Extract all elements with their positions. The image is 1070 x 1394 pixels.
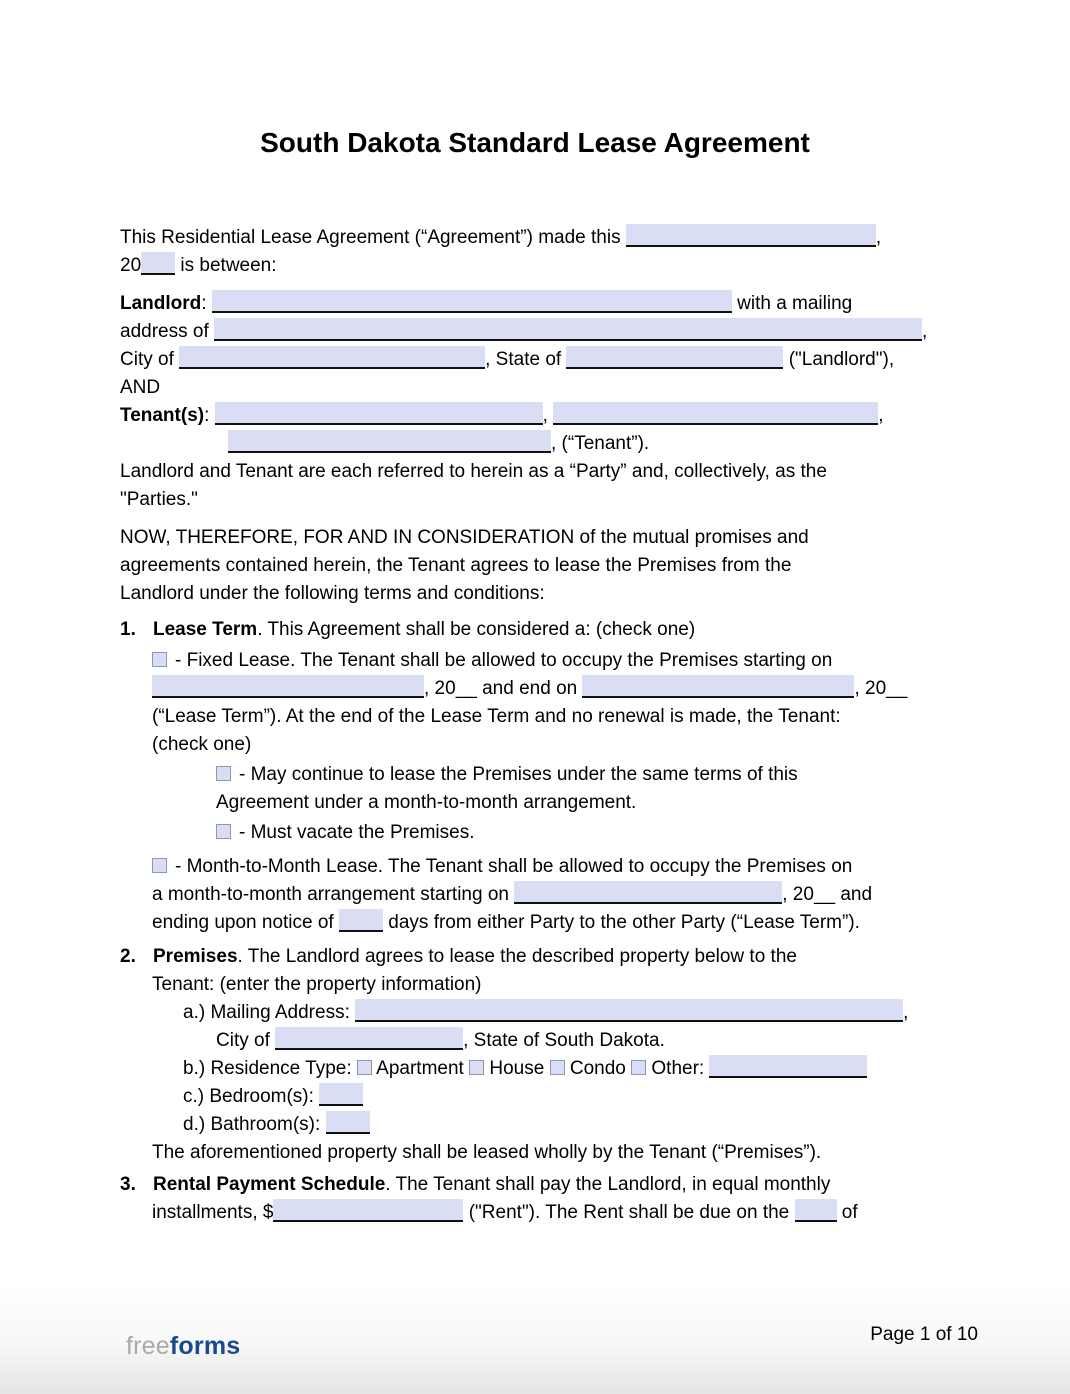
other-checkbox[interactable] bbox=[631, 1060, 646, 1075]
freeforms-logo bbox=[126, 1332, 240, 1361]
rent-due-text: ("Rent"). The Rent shall be due on the bbox=[463, 1202, 795, 1223]
section-2-title: Premises bbox=[153, 946, 238, 967]
referred-line-2 bbox=[120, 486, 950, 514]
month-to-month-line-1 bbox=[120, 853, 950, 881]
end-on-text: , 20__ and end on bbox=[424, 678, 583, 699]
year-and-text: , 20__ and bbox=[782, 884, 873, 905]
section-1-heading bbox=[120, 616, 950, 644]
section-3-heading bbox=[120, 1171, 950, 1199]
parties-text: "Parties." bbox=[120, 489, 198, 510]
intro-text: This Residential Lease Agreement (“Agreement”) made this bbox=[120, 227, 626, 248]
section-3-line-2 bbox=[120, 1199, 950, 1227]
must-vacate-line bbox=[120, 819, 950, 847]
intro-line-1 bbox=[120, 224, 950, 252]
installments-text: installments, $ bbox=[152, 1202, 274, 1223]
landlord-line bbox=[120, 290, 950, 318]
mailing-address-line bbox=[120, 999, 950, 1027]
may-continue-line-1 bbox=[120, 761, 950, 789]
m2m-start-date-blank-field[interactable] bbox=[514, 881, 782, 904]
apartment-checkbox[interactable] bbox=[357, 1060, 372, 1075]
apartment-label: Apartment bbox=[371, 1058, 470, 1079]
page-number: Page 1 of 10 bbox=[870, 1324, 978, 1345]
bedrooms-label: c.) Bedroom(s): bbox=[183, 1086, 320, 1107]
section-2-heading-text: . The Landlord agrees to lease the described property below to the bbox=[237, 946, 797, 967]
may-continue-text: Agreement under a month-to-month arrangement. bbox=[216, 792, 637, 813]
state-south-dakota-text: , State of South Dakota. bbox=[463, 1030, 665, 1051]
tenant-2-blank-field[interactable] bbox=[553, 402, 878, 425]
fixed-lease-checkbox[interactable] bbox=[152, 652, 167, 667]
landlord-state-blank-field[interactable] bbox=[566, 346, 783, 369]
fixed-lease-text: - Fixed Lease. The Tenant shall be allowed to occupy the Premises starting on bbox=[175, 650, 833, 671]
year-suffix-text: , 20__ bbox=[854, 678, 908, 699]
referred-text: Landlord and Tenant are each referred to herein as a “Party” and, collectively, as the bbox=[120, 461, 827, 482]
landlord-name-blank-field[interactable] bbox=[212, 290, 732, 313]
consideration-text: Landlord under the following terms and conditions: bbox=[120, 583, 545, 604]
bathrooms-line bbox=[120, 1111, 950, 1139]
other-label: Other: bbox=[646, 1058, 710, 1079]
fixed-lease-line-2 bbox=[120, 675, 950, 703]
month-to-month-checkbox[interactable] bbox=[152, 858, 167, 873]
section-2-heading bbox=[120, 943, 950, 971]
comma: , bbox=[878, 405, 884, 426]
consideration-text: agreements contained herein, the Tenant agrees to lease the Premises from the bbox=[120, 555, 792, 576]
landlord-address-line bbox=[120, 318, 950, 346]
fixed-lease-line-3 bbox=[120, 703, 950, 731]
year-blank-field[interactable] bbox=[141, 252, 175, 275]
section-3-title: Rental Payment Schedule bbox=[153, 1174, 386, 1195]
days-from-text: days from either Party to the other Party (“Lease Term”). bbox=[383, 912, 860, 933]
comma: , bbox=[542, 405, 554, 426]
section-1-heading-text: . This Agreement shall be considered a: (check one) bbox=[257, 619, 696, 640]
month-to-month-line-2 bbox=[120, 881, 950, 909]
colon: : bbox=[201, 293, 212, 314]
landlord-address-blank-field[interactable] bbox=[214, 318, 922, 341]
may-continue-line-2 bbox=[120, 789, 950, 817]
starting-on-text: a month-to-month arrangement starting on bbox=[152, 884, 515, 905]
brand-forms-text: forms bbox=[169, 1332, 241, 1360]
comma: , bbox=[903, 1002, 909, 1023]
notice-days-blank-field[interactable] bbox=[339, 909, 383, 932]
month-to-month-text: - Month-to-Month Lease. The Tenant shall be allowed to occupy the Premises on bbox=[175, 856, 853, 877]
premises-closing-text: The aforementioned property shall be leased wholly by the Tenant (“Premises”). bbox=[152, 1142, 822, 1163]
section-2-line-2 bbox=[120, 971, 950, 999]
colon: : bbox=[204, 405, 215, 426]
may-continue-checkbox[interactable] bbox=[216, 766, 231, 781]
bathrooms-label: d.) Bathroom(s): bbox=[183, 1114, 326, 1135]
referred-line-1 bbox=[120, 458, 950, 486]
house-label: House bbox=[484, 1058, 550, 1079]
fixed-lease-line-1 bbox=[120, 647, 950, 675]
lease-term-text: (“Lease Term”). At the end of the Lease Term and no renewal is made, the Tenant: bbox=[152, 706, 841, 727]
residence-type-line bbox=[120, 1055, 950, 1083]
premises-city-line bbox=[120, 1027, 950, 1055]
fixed-end-date-blank-field[interactable] bbox=[582, 675, 854, 698]
and-text: AND bbox=[120, 377, 161, 398]
tenant-label: Tenant(s) bbox=[120, 405, 205, 426]
bathrooms-blank-field[interactable] bbox=[326, 1111, 370, 1134]
address-of-text: address of bbox=[120, 321, 214, 342]
condo-checkbox[interactable] bbox=[550, 1060, 565, 1075]
made-this-date-blank-field[interactable] bbox=[626, 224, 876, 247]
tenant-1-blank-field[interactable] bbox=[215, 402, 543, 425]
notice-of-text: ending upon notice of bbox=[152, 912, 339, 933]
intro-comma: , bbox=[875, 227, 882, 248]
mailing-address-label: a.) Mailing Address: bbox=[183, 1002, 356, 1023]
fixed-lease-line-4 bbox=[120, 731, 950, 759]
state-of-text: , State of bbox=[485, 349, 567, 370]
rent-amount-blank-field[interactable] bbox=[273, 1199, 463, 1222]
premises-closing-line bbox=[120, 1139, 950, 1167]
brand-free-text: free bbox=[126, 1332, 170, 1360]
may-continue-text: - May continue to lease the Premises under the same terms of this bbox=[239, 764, 798, 785]
intro-line-2 bbox=[120, 252, 950, 280]
consideration-line-1 bbox=[120, 524, 950, 552]
check-one-text: (check one) bbox=[152, 734, 252, 755]
consideration-line-2 bbox=[120, 552, 950, 580]
fixed-start-date-blank-field[interactable] bbox=[152, 675, 424, 698]
tenant-3-blank-field[interactable] bbox=[228, 430, 551, 453]
and-line bbox=[120, 374, 950, 402]
page-title: South Dakota Standard Lease Agreement bbox=[260, 127, 810, 158]
tenant-line-2 bbox=[120, 430, 950, 458]
comma: , bbox=[922, 321, 928, 342]
consideration-text: NOW, THEREFORE, FOR AND IN CONSIDERATION of the mutual promises and bbox=[120, 527, 809, 548]
section-2-number: 2. bbox=[120, 946, 136, 967]
premises-city-blank-field[interactable] bbox=[275, 1027, 463, 1050]
tenant-line-1 bbox=[120, 402, 950, 430]
landlord-city-state-line bbox=[120, 346, 950, 374]
condo-label: Condo bbox=[564, 1058, 632, 1079]
enter-property-text: Tenant: (enter the property information) bbox=[152, 974, 482, 995]
premises-address-blank-field[interactable] bbox=[355, 999, 903, 1022]
city-of-text: City of bbox=[216, 1030, 276, 1051]
section-1-title: Lease Term bbox=[153, 619, 258, 640]
is-between-text: is between: bbox=[175, 255, 277, 276]
section-3-number: 3. bbox=[120, 1174, 136, 1195]
must-vacate-text: - Must vacate the Premises. bbox=[239, 822, 475, 843]
with-mailing-text: with a mailing bbox=[731, 293, 853, 314]
bedrooms-blank-field[interactable] bbox=[319, 1083, 363, 1106]
residence-type-label: b.) Residence Type: bbox=[183, 1058, 357, 1079]
house-checkbox[interactable] bbox=[469, 1060, 484, 1075]
landlord-label: Landlord bbox=[120, 293, 202, 314]
section-3-heading-text: . The Tenant shall pay the Landlord, in equal monthly bbox=[385, 1174, 831, 1195]
landlord-tag-text: ("Landlord"), bbox=[783, 349, 895, 370]
section-1-number: 1. bbox=[120, 619, 136, 640]
year-prefix: 20 bbox=[120, 255, 142, 276]
must-vacate-checkbox[interactable] bbox=[216, 824, 231, 839]
month-to-month-line-3 bbox=[120, 909, 950, 937]
bedrooms-line bbox=[120, 1083, 950, 1111]
city-of-text: City of bbox=[120, 349, 180, 370]
tenant-tag-text: , (“Tenant”). bbox=[551, 433, 650, 454]
landlord-city-blank-field[interactable] bbox=[179, 346, 485, 369]
other-residence-blank-field[interactable] bbox=[709, 1055, 867, 1078]
due-day-blank-field[interactable] bbox=[795, 1199, 837, 1222]
of-text: of bbox=[836, 1202, 858, 1223]
consideration-line-3 bbox=[120, 580, 950, 608]
